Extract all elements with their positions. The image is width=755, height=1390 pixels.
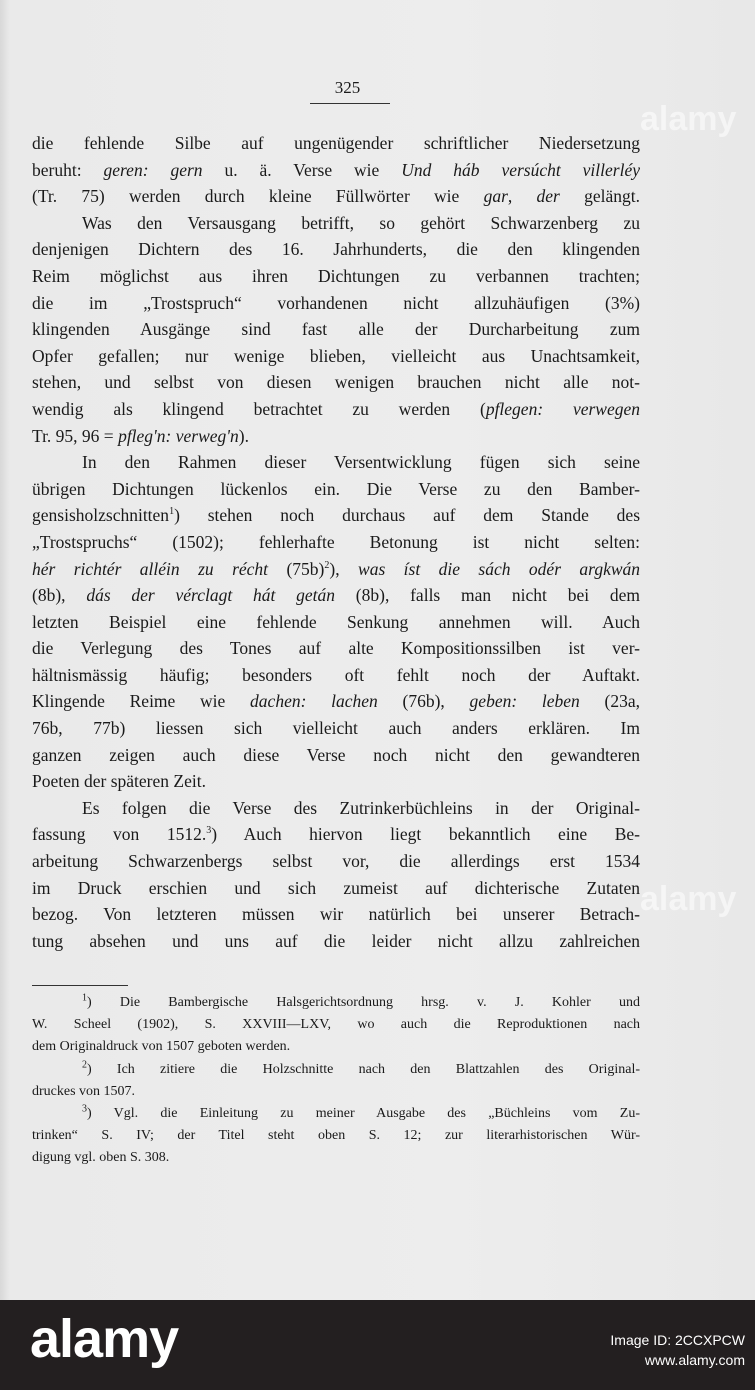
text-segment: u. ä. Verse wie [202,159,402,180]
body-line [32,582,640,609]
page-number: 325 [334,78,361,97]
text-segment: Es folgen die Verse des Zutrinkerbüchleins in der Original- [82,797,640,818]
text-segment: Was den Versausgang betrifft, so gehört Schwarzenberg zu [82,212,640,233]
italic-text: dás der vérclagt hát getán [86,585,336,606]
body-line [32,396,640,423]
text-segment: ) Vgl. die Einleitung zu meiner Ausgabe des „Büchleins vom Zu- [87,1105,640,1121]
body-line [32,423,640,450]
footnote-line [32,1125,640,1147]
italic-text: geren: gern [103,159,203,180]
footnote-marker: 3 [206,825,212,837]
footnote-line [32,992,640,1014]
footnote-rule [32,985,128,986]
body-line [32,742,640,769]
body-line [32,476,640,503]
text-segment: digung vgl. oben S. 308. [32,1150,170,1166]
text-segment: (8b), falls man nicht bei dem [335,585,640,606]
text-segment: wendig als klingend betrachtet zu werden ( [32,398,486,419]
text-segment: ), [329,558,359,579]
text-segment: druckes von 1507. [32,1083,136,1099]
text-segment: Klingende Reime wie [32,691,251,712]
watermark: alamy [640,100,737,138]
text-segment: W. Scheel (1902), S. XXVIII—LXV, wo auch die Reproduktionen nach [32,1017,640,1033]
body-line [32,715,640,742]
text-segment: gelängt. [559,186,641,207]
footnote-line [32,1059,640,1081]
text-segment: beruht: [32,159,104,180]
text-segment: die im „Trostspruch“ vorhandenen nicht allzuhäufigen (3%) [32,292,640,313]
body-line [32,662,640,689]
body-line [32,263,640,290]
image-id: Image ID: 2CCXPCW [610,1332,745,1348]
text-segment: ganzen zeigen auch diese Verse noch nicht den gewandteren [32,744,640,765]
footnote-marker: 1 [82,992,87,1004]
watermark: alamy [640,880,737,918]
body-line [32,821,640,848]
text-segment: letzten Beispiel eine fehlende Senkung annehmen will. Auch [32,611,640,632]
footnote-marker: 2 [82,1058,87,1070]
body-line [32,529,640,556]
footnote-line [32,1147,640,1169]
text-segment: übrigen Dichtungen lückenlos ein. Die Verse zu den Bamber- [32,478,640,499]
text-segment: bezog. Von letzteren müssen wir natürlich bei unserer Betrach- [32,904,640,925]
text-segment: gensisholzschnitten [32,505,170,526]
body-line [32,795,640,822]
footnote-marker: 3 [82,1103,87,1115]
text-segment: ) Die Bambergische Halsgerichtsordnung hrsg. v. J. Kohler und [87,995,640,1010]
stock-banner [0,1300,755,1390]
text-segment: Poeten der späteren Zeit. [32,771,206,792]
body-line [32,609,640,636]
body-line [32,343,640,370]
body-line [32,157,640,184]
body-line [32,290,640,317]
body-line [32,236,640,263]
text-segment: (76b), [377,691,470,712]
text-segment: die fehlende Silbe auf ungenügender schriftlicher Niedersetzung [32,133,640,153]
text-segment: trinken“ S. IV; der Titel steht oben S. 12; zur literarhistorischen Wür- [32,1128,640,1144]
text-segment: (75b) [268,558,325,579]
body-line [32,768,640,795]
text-segment: ) Auch hiervon liegt bekanntlich eine Be- [211,824,641,845]
text-segment: arbeitung Schwarzenbergs selbst vor, die allerdings erst 1534 [32,851,640,872]
footnote-line [32,1081,640,1103]
footnote-marker: 1 [169,506,175,518]
body-line [32,901,640,928]
text-segment: In den Rahmen dieser Versentwicklung fügen sich seine [82,452,640,473]
text-segment: ) Ich zitiere die Holzschnitte nach den Blattzahlen des Original- [87,1061,640,1077]
image-info [610,1330,745,1370]
text-segment: dem Originaldruck von 1507 geboten werden. [32,1039,291,1055]
body-line [32,449,640,476]
text-segment: (8b), [32,585,87,606]
body-line [32,875,640,902]
italic-text: gar [483,186,508,207]
text-segment: , [507,186,537,207]
footnote-line [32,1014,640,1036]
italic-text: Und háb versúcht villerléy [401,159,640,180]
body-line [32,928,640,955]
italic-text: geben: leben [469,691,580,712]
text-segment: Reim möglichst aus ihren Dichtungen zu verbannen trachten; [32,265,640,286]
text-segment: ) stehen noch durchaus auf dem Stande des [174,505,640,526]
text-segment: Opfer gefallen; nur wenige blieben, vielleicht aus Unachtsamkeit, [32,345,640,366]
text-segment: (Tr. 75) werden durch kleine Füllwörter wie [32,186,484,207]
text-segment: klingenden Ausgänge sind fast alle der Durcharbeitung zum [32,319,640,340]
text-segment: hältnismässig häufig; besonders oft fehlt noch der Auftakt. [32,664,640,685]
italic-text: hér richtér alléin zu récht [32,558,269,579]
site-url: www.alamy.com [644,1352,745,1368]
text-segment: (23a, [579,691,640,712]
body-line [32,848,640,875]
text-segment: im Druck erschien und sich zumeist auf dichterische Zutaten [32,877,640,898]
footnotes [32,992,640,1170]
alamy-logo: alamy [30,1309,179,1369]
text-segment: 76b, 77b) liessen sich vielleicht auch anders erklären. Im [32,718,640,739]
footnote-line [32,1036,640,1058]
body-line [32,556,640,583]
body-line [32,635,640,662]
italic-text: pflegen: verwegen [485,398,640,419]
footnote-marker: 2 [324,559,330,571]
footnote-line [32,1103,640,1125]
italic-text: pfleg'n: verweg'n [118,425,239,446]
italic-text: dachen: lachen [250,691,378,712]
text-segment: fassung von 1512. [32,824,207,845]
body-line [32,502,640,529]
text-segment: Tr. 95, 96 = [32,425,119,446]
text-segment: denjenigen Dichtern des 16. Jahrhunderts, die den klingenden [32,239,640,260]
body-line [32,688,640,715]
body-line [32,130,640,157]
body-line [32,210,640,237]
italic-text: der [536,186,560,207]
text-segment: stehen, und selbst von diesen wenigen brauchen nicht alle not- [32,372,640,393]
body-line [32,183,640,210]
text-segment: „Trostspruchs“ (1502); fehlerhafte Betonung ist nicht selten: [32,531,640,552]
text-segment: ). [238,425,249,446]
body-line [32,316,640,343]
header-rule [310,103,390,104]
italic-text: was íst die sách odér argkwán [358,558,641,579]
text-segment: die Verlegung des Tones auf alte Kompositionssilben ist ver- [32,638,640,659]
body-line [32,369,640,396]
text-segment: tung absehen und uns auf die leider nicht allzu zahlreichen [32,930,640,951]
body-text [32,130,640,954]
